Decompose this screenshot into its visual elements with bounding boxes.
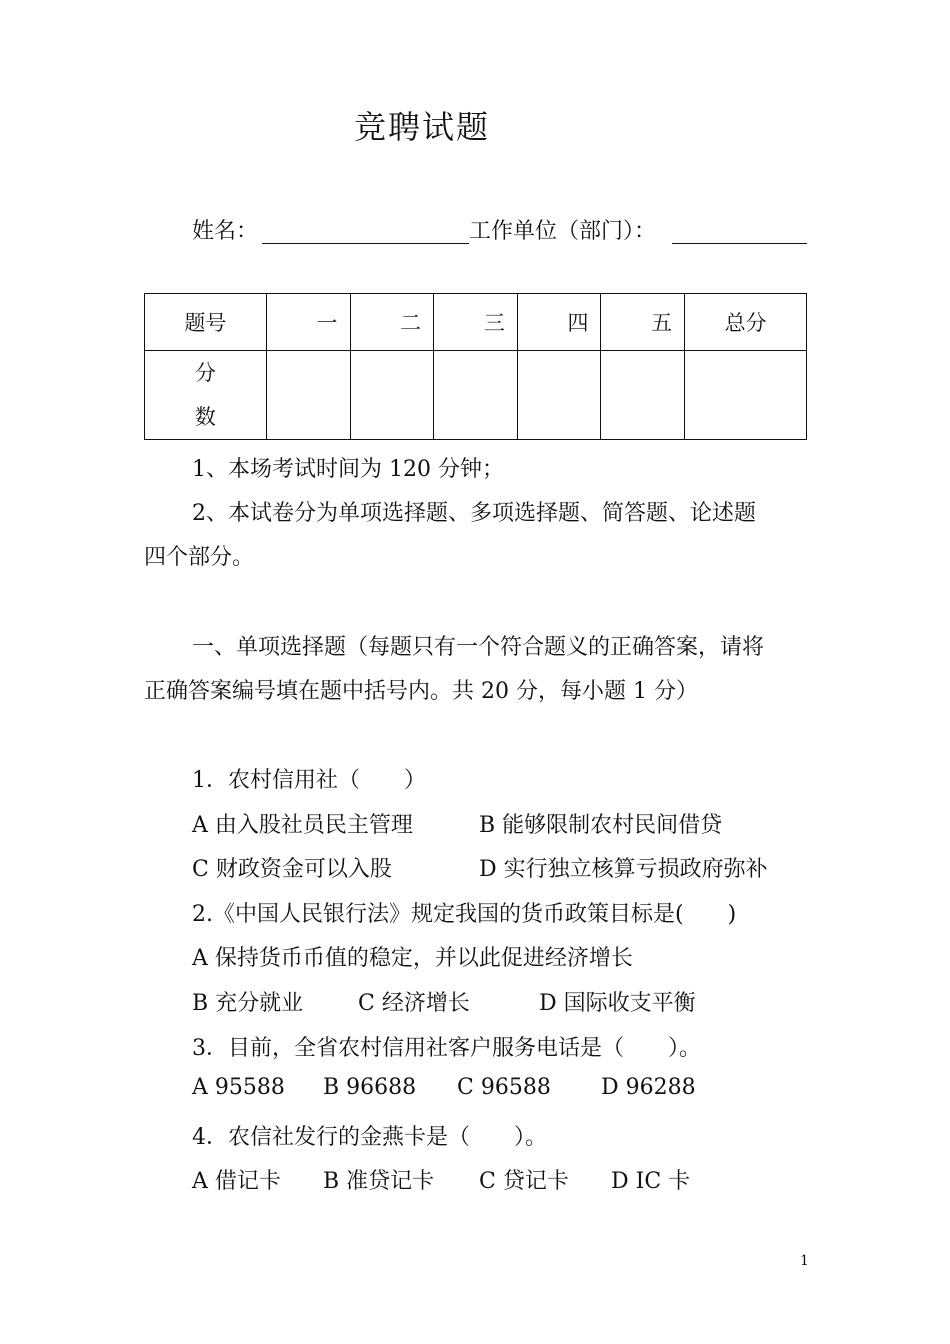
section-heading-cont: 正确答案编号填在题中括号内。共 20 分，每小题 1 分） <box>144 679 698 704</box>
score-input-cell[interactable] <box>601 351 685 440</box>
question-stem: 3．目前，全省农村信用社客户服务电话是（ ）。 <box>192 1036 701 1061</box>
score-header-cell: 题号 <box>145 294 267 351</box>
score-row-label-bottom: 数 <box>194 405 216 429</box>
score-header-cell: 一 <box>266 294 350 351</box>
name-label: 姓名： <box>192 219 259 244</box>
option-item: B 96688 <box>323 1075 417 1100</box>
score-table-header-row <box>145 294 807 351</box>
option-item: C 贷记卡 <box>479 1169 569 1194</box>
option-item: C 96588 <box>457 1075 551 1100</box>
option-item: A 保持货币币值的稳定，并以此促进经济增长 <box>192 946 633 971</box>
score-row-label-cell <box>145 351 267 440</box>
score-header-cell: 四 <box>517 294 601 351</box>
option-item: B 准贷记卡 <box>323 1169 435 1194</box>
option-item: A 95588 <box>192 1075 285 1100</box>
score-input-cell[interactable] <box>266 351 350 440</box>
page-number: 1 <box>800 1253 809 1269</box>
score-input-cell[interactable] <box>434 351 518 440</box>
option-item: D 国际收支平衡 <box>539 991 696 1016</box>
section-heading: 一、单项选择题（每题只有一个符合题义的正确答案，请将 <box>192 635 765 660</box>
score-header-cell: 二 <box>350 294 434 351</box>
option-item: C 经济增长 <box>358 991 470 1016</box>
page-title: 竞聘试题 <box>354 108 491 146</box>
instruction-line: 1、本场考试时间为 120 分钟； <box>192 457 504 482</box>
option-item: D 96288 <box>601 1075 696 1100</box>
score-header-cell: 五 <box>601 294 685 351</box>
score-input-cell[interactable] <box>685 351 807 440</box>
option-item: A 借记卡 <box>192 1169 281 1194</box>
score-input-cell[interactable] <box>517 351 601 440</box>
option-item: D 实行独立核算亏损政府弥补 <box>479 857 768 882</box>
score-input-cell[interactable] <box>350 351 434 440</box>
unit-blank-line <box>672 243 807 244</box>
question-stem: 2.《中国人民银行法》规定我国的货币政策目标是( ) <box>192 902 737 927</box>
score-header-cell: 三 <box>434 294 518 351</box>
question-stem: 4．农信社发行的金燕卡是（ ）。 <box>192 1125 547 1150</box>
instruction-line: 四个部分。 <box>144 545 255 570</box>
unit-label: 工作单位（部门）： <box>469 219 657 244</box>
instruction-line: 2、本试卷分为单项选择题、多项选择题、简答题、论述题 <box>192 501 756 526</box>
option-item: B 充分就业 <box>192 991 304 1016</box>
option-item: D IC 卡 <box>611 1169 691 1194</box>
score-row-label-top: 分 <box>194 361 216 385</box>
score-table-score-row <box>145 351 807 440</box>
option-item: A 由入股社员民主管理 <box>192 813 413 838</box>
score-header-cell: 总分 <box>685 294 807 351</box>
option-item: C 财政资金可以入股 <box>192 857 392 882</box>
option-item: B 能够限制农村民间借贷 <box>479 813 723 838</box>
question-stem: 1．农村信用社（ ） <box>192 768 426 793</box>
name-blank-line <box>262 243 469 244</box>
score-table <box>144 293 807 440</box>
